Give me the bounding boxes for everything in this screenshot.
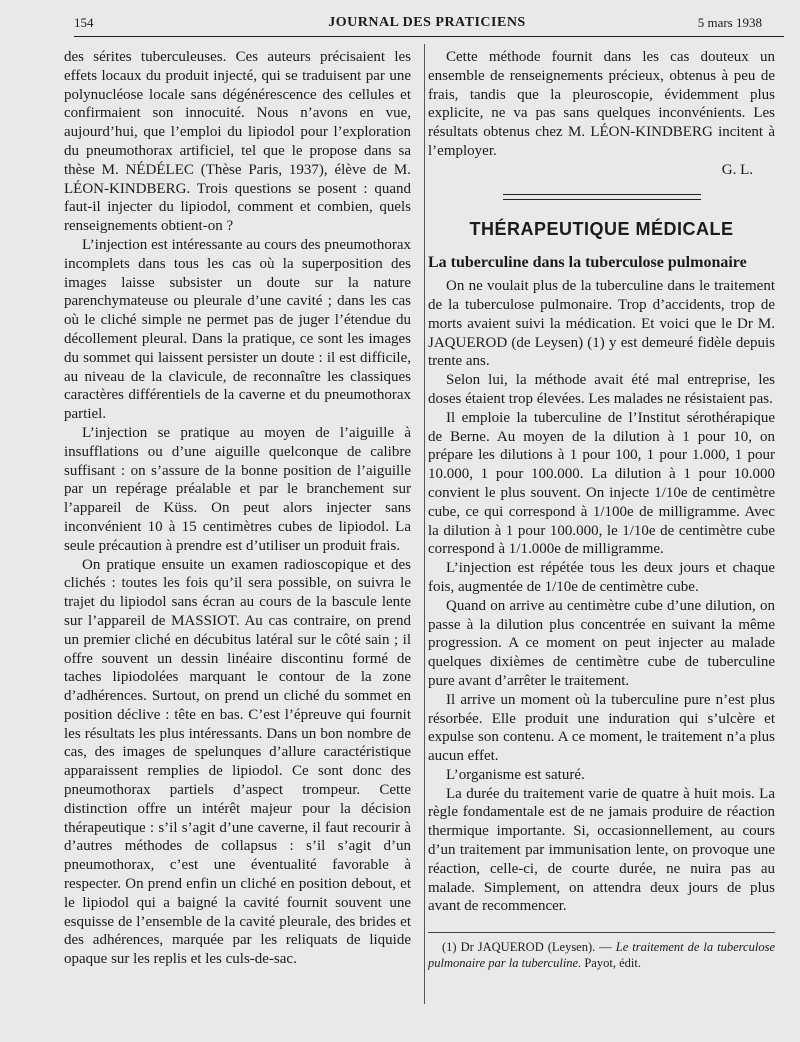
- article-paragraph-3: Il emploie la tuberculine de l’Institut sérothérapique de Berne. Au moyen de la dilution à 1 pour 10, on prépare les dilutions à 1 pour 100, 1 pour 1.000, 1 pour 10.000, 1 pour 100.000. La dilution à 1 pour 10.000 convient le plus souvent. On injecte 1/10e de centimètre cube, ce qui correspond à 1/100e de milligramme. Avec la dilution à 1 pour 100.000, le 1/10e de centimètre cube correspond à 1/1.000e de milligramme.: [428, 409, 775, 558]
- article-title: La tuberculine dans la tuberculose pulmonaire: [428, 254, 747, 272]
- section-separator: [503, 194, 701, 200]
- section-title: THÉRAPEUTIQUE MÉDICALE: [469, 218, 734, 239]
- article-paragraph-7: L’organisme est saturé.: [446, 766, 585, 783]
- article-paragraph-5: Quand on arrive au centimètre cube d’une dilution, on passe à la dilution plus concentrée en suivant la même progression. A ce moment on peut injecter au malade quelques dixièmes de centimètre cube de tuberculine pure avant d’arrêter le traitement.: [428, 597, 775, 689]
- footnote: [428, 939, 775, 971]
- left-column: [64, 48, 411, 969]
- article-paragraph-8: La durée du traitement varie de quatre à huit mois. La règle fondamentale est de ne jamais produire de réaction thermique importante. Si, occasionnellement, au cours d’un traitement par immunisation lente, on provoque une réaction, celle-ci, de courte durée, ne nuira pas au malade. Simplement, on attendra deux jours de plus avant de recommencer.: [428, 785, 775, 915]
- left-paragraph-2: L’injection est intéressante au cours des pneumothorax incomplets dans tous les cas où la superposition des images laisse subsister un doute sur la nature parenchymateuse ou pleurale d’une cavité ; dans les cas où le cliché simple ne permet pas de juger l’étendue du décollement pleural. Dans la pratique, ce sont les images du sommet qui laissent persister un doute : il est difficile, au niveau de la clavicule, de reconnaître les classiques caractères différentiels de la caverne et du pneumothorax partiel.: [64, 236, 411, 423]
- issue-date: 5 mars 1938: [697, 15, 762, 30]
- article-paragraph-1: On ne voulait plus de la tuberculine dans le traitement de la tuberculose pulmonaire. Trop d’accidents, trop de morts avaient suivi la médication. Et voici que le Dr M. JAQUEROD (de Leysen) (1) y est demeuré fidèle depuis trente ans.: [428, 278, 775, 370]
- left-paragraph-1: des sérites tuberculeuses. Ces auteurs précisaient les effets locaux du produit injecté, qui se traduisent par une polynucléose locale sans dégénérescence des cellules et confirmaient son innocuité. Nous n’avons en vue, aujourd’hui, que l’emploi du lipiodol pour l’exploration du pneumothorax artificiel, tel que le propose dans sa thèse M. NÉDÉLEC (Thèse Paris, 1937), élève de M. LÉON-KINDBERG. Trois questions se posent : quand faut-il injecter du lipiodol, comment et combien, quels renseignements obtient-on ?: [64, 49, 411, 235]
- footnote-rule: [428, 932, 775, 933]
- footnote-citation: Le traitement de la tuberculose pulmonaire par la tuberculine.: [428, 940, 775, 971]
- article-paragraph-6: Il arrive un moment où la tuberculine pure n’est plus résorbée. Elle produit une induration qui s’ulcère et expulse son contenu. A ce moment, le traitement n’a plus aucun effet.: [428, 691, 775, 765]
- footnote-marker: (1) Dr JAQUEROD (Leysen). —: [442, 940, 612, 955]
- running-header: [74, 12, 780, 34]
- author-signature: G. L.: [721, 161, 753, 178]
- page-number: 154: [74, 15, 94, 30]
- intro-paragraph: Cette méthode fournit dans les cas douteux un ensemble de renseignements précieux, obtenus à peu de frais, tandis que la pleuroscopie, évidemment plus explicite, ne va pas sans quelques inconvénients. Les résultats obtenus chez M. LÉON-KINDBERG incitent à l’employer.: [428, 49, 775, 159]
- column-divider: [424, 44, 425, 1004]
- left-paragraph-4: On pratique ensuite un examen radioscopique et des clichés : toutes les fois qu’il sera possible, on suivra le trajet du lipiodol sans écran au cours de la bascule lente sur l’appareil de MASSIOT. Au cas contraire, on prend un premier cliché en décubitus latéral sur le côté sain ; il offre souvent un dessin linéaire discontinu formé de taches lipiodolées marquant le contour de la zone d’adhérences. Surtout, on prend un cliché du sommet en position déclive : tête en bas. C’est l’épreuve qui fournit les résultats les plus intéressants. Dans un bon nombre de cas, des images de spelunques d’allure caractéristique apparaissent remplies de lipiodol. Ce sont donc des pneumothorax partiels d’aspect trompeur. Cette distinction offre un intérêt majeur pour la décision thérapeutique : s’il s’agit d’une caverne, il faut recourir à d’autres méthodes de collapsus : s’il s’agit d’un pneumothorax, c’est une éventualité favorable à respecter. On prend enfin un cliché en position debout, et le lipiodol qui a baigné la cavité fournit souvent une esquisse de l’ensemble de la cavité pleurale, des brides et des adhérences, marquée par les reliquats de liquide opaque sur les replis et les culs-de-sac.: [64, 556, 411, 968]
- footnote-publisher: Payot, édit.: [584, 956, 641, 971]
- journal-title: JOURNAL DES PRATICIENS: [328, 15, 526, 30]
- header-rule: [74, 36, 784, 37]
- article-paragraph-4: L’injection est répétée tous les deux jours et chaque fois, augmentée de 1/10e de centimètre cube.: [428, 560, 775, 595]
- article-paragraph-2: Selon lui, la méthode avait été mal entreprise, les doses étaient trop élevées. Les malades ne résistaient pas.: [428, 372, 775, 407]
- left-paragraph-3: L’injection se pratique au moyen de l’aiguille à insufflations ou d’une aiguille quelconque de calibre suffisant : on s’assure de la bonne position de l’aiguille par un repérage préalable et par le branchement sur l’appareil de Küss. On peut alors injecter sans inconvénient 10 à 15 centimètres cubes de lipiodol. La seule précaution à prendre est d’utiliser un produit frais.: [64, 424, 411, 554]
- right-column: [428, 48, 775, 971]
